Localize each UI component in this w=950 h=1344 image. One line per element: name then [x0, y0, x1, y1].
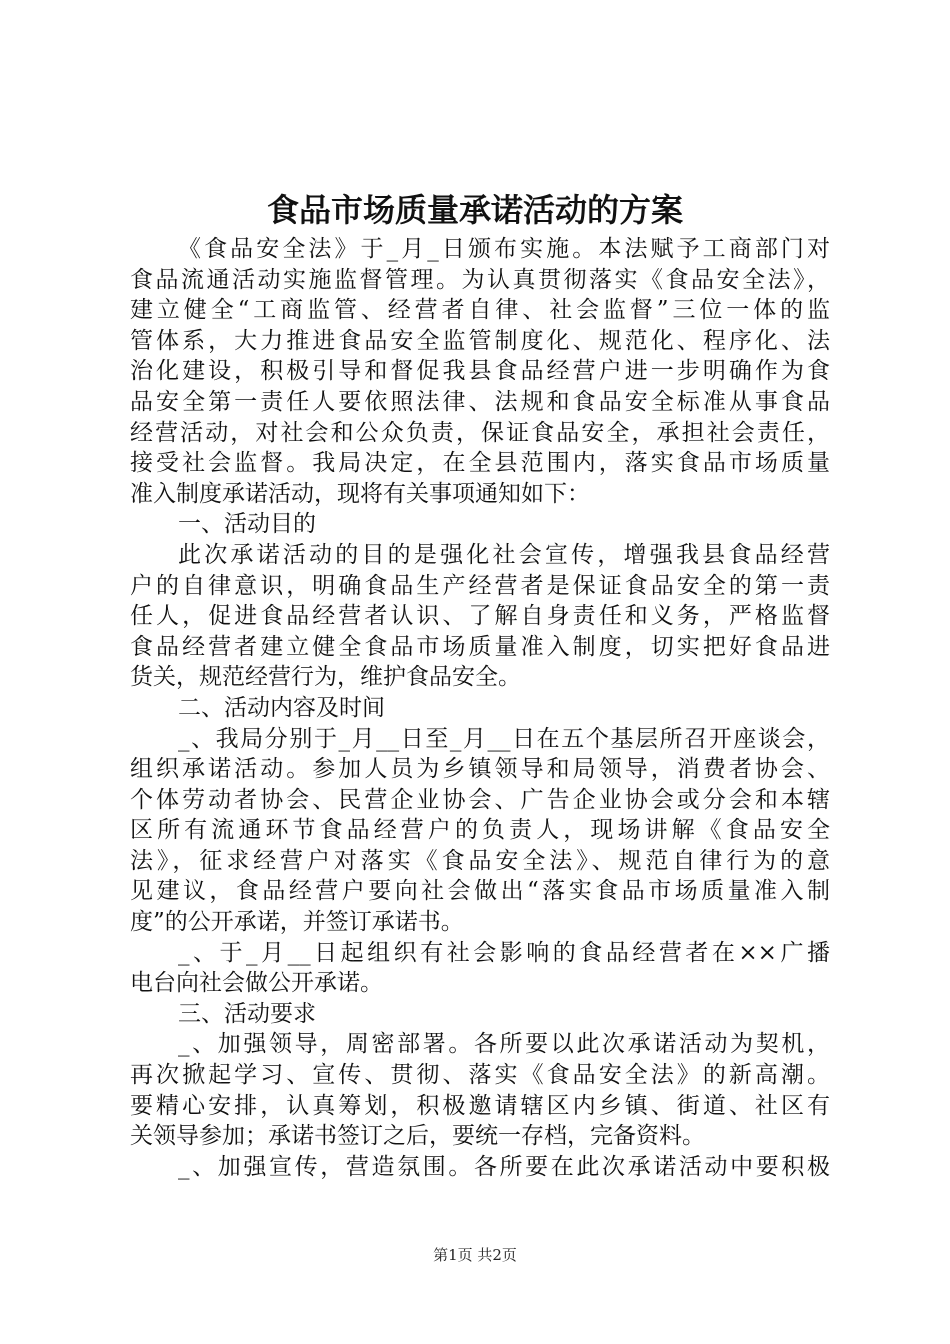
body-line: 见建议，食品经营户要向社会做出“落实食品市场质量准入制: [130, 878, 830, 905]
body-line: 再次掀起学习、宣传、贯彻、落实《食品安全法》的新高潮。: [130, 1062, 830, 1089]
section-heading: 三、活动要求: [178, 1000, 316, 1027]
body-line: 户的自律意识，明确食品生产经营者是保证食品安全的第一责: [130, 572, 830, 599]
body-line: 区所有流通环节食品经营户的负责人，现场讲解《食品安全: [130, 817, 830, 844]
body-line: 治化建设，积极引导和督促我县食品经营户进一步明确作为食: [130, 358, 830, 385]
body-line: 经营活动，对社会和公众负责，保证食品安全，承担社会责任，: [130, 419, 830, 446]
document-body: [130, 234, 830, 1182]
section-heading: 二、活动内容及时间: [178, 694, 385, 721]
body-line: 度”的公开承诺，并签订承诺书。: [130, 909, 464, 936]
body-line: _、加强领导，周密部署。各所要以此次承诺活动为契机，: [178, 1031, 830, 1058]
body-line: 任人，促进食品经营者认识、了解自身责任和义务，严格监督: [130, 603, 830, 630]
body-line: _、于_月__日起组织有社会影响的食品经营者在××广播: [178, 939, 830, 966]
body-line: _、加强宣传，营造氛围。各所要在此次承诺活动中要积极: [178, 1153, 830, 1180]
page-number-footer: 第1页 共2页: [433, 1246, 517, 1264]
body-line: 接受社会监督。我局决定，在全县范围内，落实食品市场质量: [130, 450, 830, 477]
body-line: 食品经营者建立健全食品市场质量准入制度，切实把好食品进: [130, 633, 830, 660]
body-line: 要精心安排，认真筹划，积极邀请辖区内乡镇、街道、社区有: [130, 1092, 830, 1119]
body-line: 品安全第一责任人要依照法律、法规和食品安全标准从事食品: [130, 388, 830, 415]
body-line: 此次承诺活动的目的是强化社会宣传，增强我县食品经营: [178, 541, 830, 568]
body-line: 《食品安全法》于_月_日颁布实施。本法赋予工商部门对: [178, 236, 830, 262]
body-line: 关领导参加；承诺书签订之后，要统一存档，完备资料。: [130, 1123, 705, 1150]
body-line: 电台向社会做公开承诺。: [130, 970, 383, 997]
body-line: 法》，征求经营户对落实《食品安全法》、规范自律行为的意: [130, 847, 830, 874]
body-line: 食品流通活动实施监督管理。为认真贯彻落实《食品安全法》，: [130, 266, 830, 293]
body-line: 货关，规范经营行为，维护食品安全。: [130, 664, 521, 691]
body-line: 准入制度承诺活动，现将有关事项通知如下：: [130, 480, 590, 507]
body-line: 组织承诺活动。参加人员为乡镇领导和局领导，消费者协会、: [130, 756, 830, 783]
section-heading: 一、活动目的: [178, 511, 316, 538]
document-title: 食品市场质量承诺活动的方案: [266, 191, 683, 229]
body-line: _、我局分别于_月__日至_月__日在五个基层所召开座谈会，: [178, 725, 830, 752]
body-line: 个体劳动者协会、民营企业协会、广告企业协会或分会和本辖: [130, 786, 830, 813]
body-line: 建立健全“工商监管、经营者自律、社会监督”三位一体的监: [130, 297, 830, 324]
body-line: 管体系，大力推进食品安全监管制度化、规范化、程序化、法: [130, 327, 830, 354]
